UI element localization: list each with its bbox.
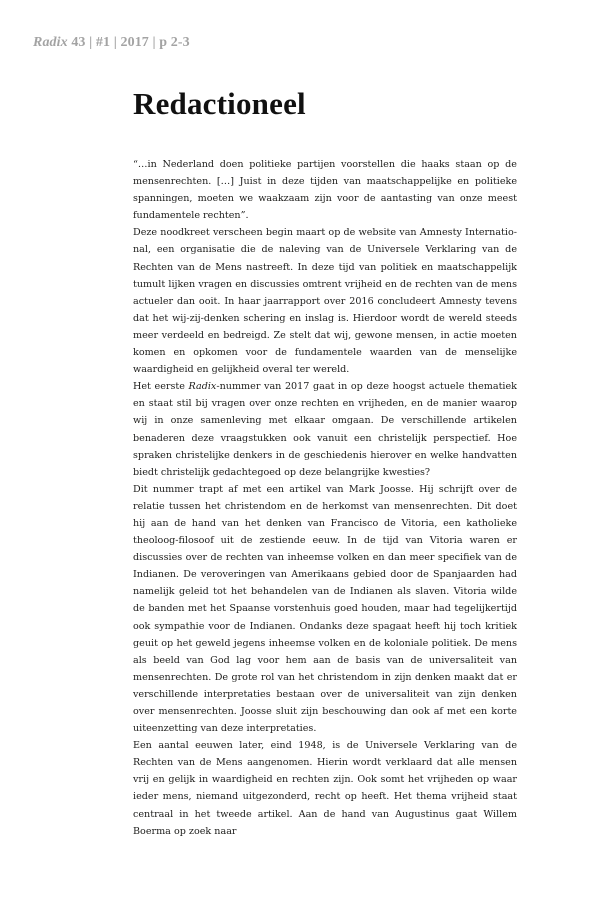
paragraph-text: -nummer van 2017 gaat in op deze hoogst actuele thematiek en staat stil bij vragen over onze rechten en vrijheden, en de manier waarop wij in onze samenleving met elkaar omgaan. De verschillende artikelen benaderen deze vraagstukken ook vanuit een christelijk perspectief. Hoe spraken christelijke denkers in de geschiedenis hierover en welke handvatten biedt christelijk gedachtegoed op deze belangrijke kwesties? bbox=[133, 381, 517, 478]
paragraph-issue-intro bbox=[133, 378, 517, 481]
paragraph-text: “…in Nederland doen politieke partijen voorstellen die haaks staan op de mensenrechten. […] Juist in deze tijden van maatschappelijke en politieke spanningen, moeten we waakzaam zijn voor de aantasting van onze meest fundamentele rechten”. bbox=[133, 159, 517, 222]
journal-name-italic: Radix bbox=[188, 381, 217, 393]
page-title: Redactioneel bbox=[133, 86, 306, 121]
paragraph-declaration bbox=[133, 737, 517, 840]
running-head bbox=[33, 35, 190, 51]
paragraph-amnesty bbox=[133, 224, 517, 378]
running-head-journal: Radix bbox=[33, 35, 68, 50]
paragraph-joosse bbox=[133, 481, 517, 737]
paragraph-text: Deze noodkreet verscheen begin maart op de website van Amnesty International, een organisatie die de naleving van de Universele Verklaring van de Rechten van de Mens nastreeft. In deze tijd van politiek en maatschappelijk tumult lijken vragen en discussies omtrent vrijheid en de rechten van de mens actueler dan ooit. In haar jaarrapport over 2016 concludeert Amnesty tevens dat het wij-zij-denken schering en inslag is. Hierdoor wordt de wereld steeds meer verdeeld en bedreigd. Ze stelt dat wij, gewone mensen, in actie moeten komen en opkomen voor de fundamentele waarden van de menselijke waardigheid en gelijkheid overal ter wereld. bbox=[133, 227, 517, 376]
running-head-issue-info: 43 | #1 | 2017 | p 2-3 bbox=[67, 35, 190, 50]
article-body bbox=[133, 156, 517, 840]
paragraph-quote bbox=[133, 156, 517, 224]
paragraph-text: Een aantal eeuwen later, eind 1948, is de Universele Verklaring van de Rechten van de Mens aangenomen. Hierin wordt verklaard dat alle mensen vrij en gelijk in waardigheid en rechten zijn. Ook somt het vrijheden op waar ieder mens, niemand uitgezonderd, recht op heeft. Het thema vrijheid staat centraal in het tweede artikel. Aan de hand van Augustinus gaat Willem Boerma op zoek naar bbox=[133, 740, 517, 837]
paragraph-lead: Het eerste bbox=[133, 381, 189, 393]
paragraph-text: Dit nummer trapt af met een artikel van Mark Joosse. Hij schrijft over de relatie tussen het christendom en de herkomst van mensenrechten. Dit doet hij aan de hand van het denken van Francisco de Vitoria, een katholieke theoloog-filosoof uit de zestiende eeuw. In de tijd van Vitoria waren er discussies over de rechten van inheemse volken en dan meer specifiek van de Indianen. De veroveringen van Amerikaans gebied door de Spanjaarden had namelijk geleid tot het behandelen van de Indianen als slaven. Vitoria wilde de banden met het Spaanse vorstenhuis goed houden, maar had tegelijkertijd ook sympathie voor de Indianen. Ondanks deze spagaat heeft hij toch kritiek geuit op het geweld jegens inheemse volken en de koloniale politiek. De mens als beeld van God lag voor hem aan de basis van de universaliteit van mensenrechten. De grote rol van het christendom in zijn denken maakt dat er verschillende interpretaties bestaan over de universaliteit van zijn denken over mensenrechten. Joosse sluit zijn beschouwing dan ook af met een korte uiteenzetting van deze interpretaties. bbox=[133, 483, 517, 735]
